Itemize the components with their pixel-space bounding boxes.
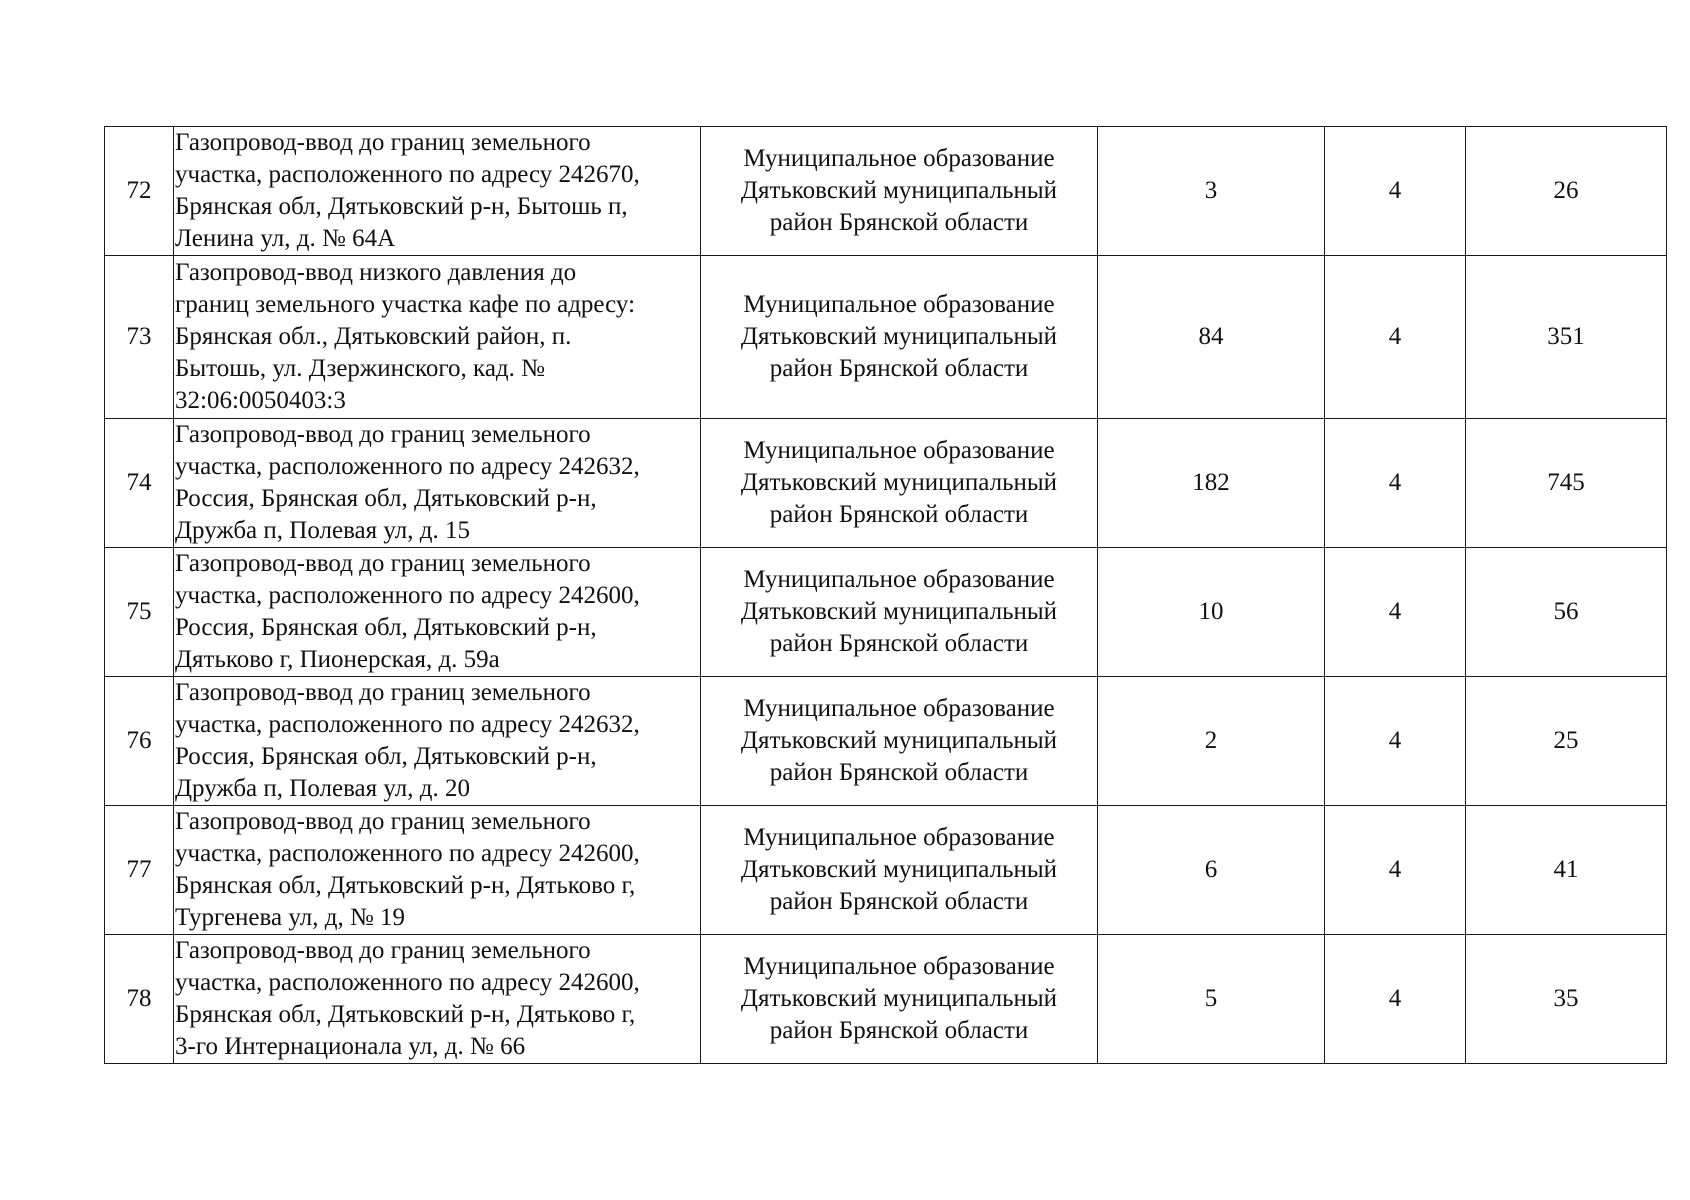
value-cell-6: 56: [1466, 548, 1667, 677]
owner-name: Муниципальное образование Дятьковский муниципальный район Брянской области: [701, 256, 1098, 419]
object-description: Газопровод-ввод до границ земельного участка, расположенного по адресу 242670, Брянская обл, Дятьковский р-н, Бытошь п, Ленина ул, д. № 64А: [174, 127, 701, 256]
table-row: [105, 677, 1667, 806]
owner-name: Муниципальное образование Дятьковский муниципальный район Брянской области: [701, 548, 1098, 677]
row-number: 72: [105, 127, 174, 256]
row-number: 77: [105, 806, 174, 935]
object-description: Газопровод-ввод до границ земельного участка, расположенного по адресу 242600, Россия, Брянская обл, Дятьковский р-н, Дятьково г, Пионерская, д. 59а: [174, 548, 701, 677]
owner-name: Муниципальное образование Дятьковский муниципальный район Брянской области: [701, 419, 1098, 548]
value-cell-5: 4: [1325, 127, 1466, 256]
object-description: Газопровод-ввод до границ земельного участка, расположенного по адресу 242632, Россия, Брянская обл, Дятьковский р-н, Дружба п, Полевая ул, д. 15: [174, 419, 701, 548]
table-row: [105, 548, 1667, 677]
value-cell-4: 84: [1098, 256, 1325, 419]
value-cell-4: 3: [1098, 127, 1325, 256]
table-row: [105, 256, 1667, 419]
value-cell-6: 351: [1466, 256, 1667, 419]
value-cell-6: 41: [1466, 806, 1667, 935]
row-number: 73: [105, 256, 174, 419]
object-description: Газопровод-ввод до границ земельного участка, расположенного по адресу 242632, Россия, Брянская обл, Дятьковский р-н, Дружба п, Полевая ул, д. 20: [174, 677, 701, 806]
property-registry-table: [104, 126, 1667, 1064]
object-description: Газопровод-ввод до границ земельного участка, расположенного по адресу 242600, Брянская обл, Дятьковский р-н, Дятьково г, Тургенева ул, д, № 19: [174, 806, 701, 935]
value-cell-6: 35: [1466, 935, 1667, 1064]
value-cell-5: 4: [1325, 935, 1466, 1064]
owner-name: Муниципальное образование Дятьковский муниципальный район Брянской области: [701, 806, 1098, 935]
table-row: [105, 935, 1667, 1064]
owner-name: Муниципальное образование Дятьковский муниципальный район Брянской области: [701, 935, 1098, 1064]
row-number: 75: [105, 548, 174, 677]
value-cell-5: 4: [1325, 677, 1466, 806]
object-description: Газопровод-ввод до границ земельного участка, расположенного по адресу 242600, Брянская обл, Дятьковский р-н, Дятьково г, 3-го Интернационала ул, д. № 66: [174, 935, 701, 1064]
table-row: [105, 419, 1667, 548]
owner-name: Муниципальное образование Дятьковский муниципальный район Брянской области: [701, 127, 1098, 256]
value-cell-4: 2: [1098, 677, 1325, 806]
value-cell-5: 4: [1325, 806, 1466, 935]
value-cell-6: 745: [1466, 419, 1667, 548]
value-cell-4: 6: [1098, 806, 1325, 935]
row-number: 76: [105, 677, 174, 806]
value-cell-5: 4: [1325, 419, 1466, 548]
value-cell-6: 26: [1466, 127, 1667, 256]
row-number: 74: [105, 419, 174, 548]
value-cell-4: 5: [1098, 935, 1325, 1064]
value-cell-5: 4: [1325, 256, 1466, 419]
value-cell-5: 4: [1325, 548, 1466, 677]
table-row: [105, 806, 1667, 935]
table-row: [105, 127, 1667, 256]
owner-name: Муниципальное образование Дятьковский муниципальный район Брянской области: [701, 677, 1098, 806]
value-cell-4: 182: [1098, 419, 1325, 548]
row-number: 78: [105, 935, 174, 1064]
value-cell-4: 10: [1098, 548, 1325, 677]
value-cell-6: 25: [1466, 677, 1667, 806]
object-description: Газопровод-ввод низкого давления до границ земельного участка кафе по адресу: Брянская обл., Дятьковский район, п. Бытошь, ул. Дзержинского, кад. № 32:06:0050403:3: [174, 256, 701, 419]
